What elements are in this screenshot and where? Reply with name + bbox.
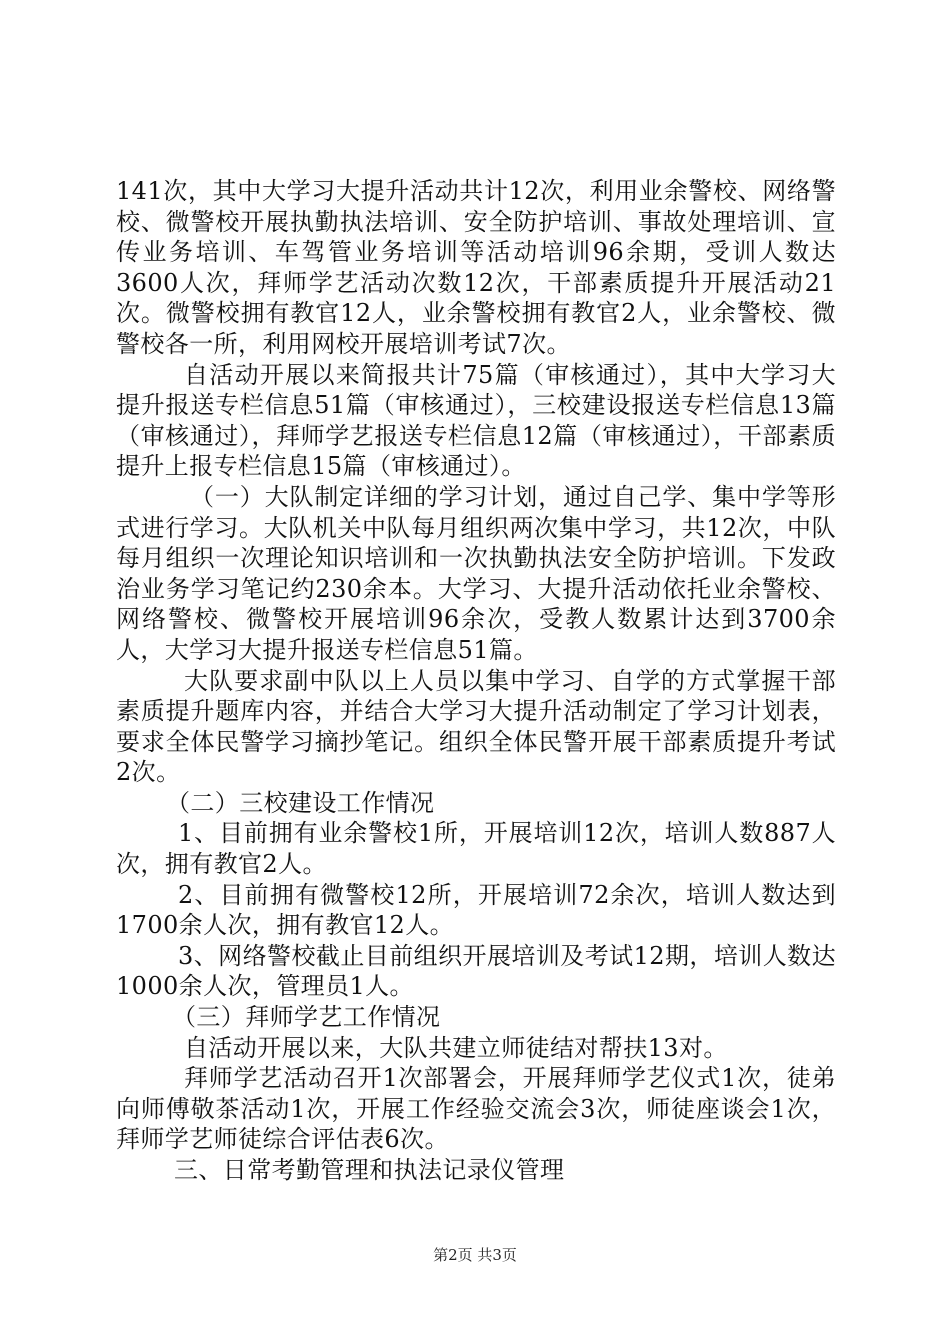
paragraph: 自活动开展以来，大队共建立师徒结对帮扶13对。 <box>184 1033 728 1062</box>
list-item: 3、网络警校截止目前组织开展培训及考试12期，培训人数达1000余人次，管理员1人。 <box>116 941 836 1001</box>
paragraph: 大队要求副中队以上人员以集中学习、自学的方式掌握干部素质提升题库内容，并结合大学习大提升活动制定了学习计划表，要求全体民警学习摘抄笔记。组织全体民警开展干部素质提升考试2次。 <box>116 666 836 787</box>
section-heading: 三、日常考勤管理和执法记录仪管理 <box>174 1156 565 1184</box>
section-heading: （三）拜师学艺工作情况 <box>172 1003 441 1032</box>
list-item: 2、目前拥有微警校12所，开展培训72余次，培训人数达到1700余人次，拥有教官12人。 <box>116 880 836 940</box>
section-heading: （二）三校建设工作情况 <box>166 788 435 817</box>
page-number: 第2页 共3页 <box>433 1246 517 1264</box>
document-body <box>116 176 836 1186</box>
paragraph: 141次，其中大学习大提升活动共计12次，利用业余警校、网络警校、微警校开展执勤执法培训、安全防护培训、事故处理培训、宣传业务培训、车驾管业务培训等活动培训96余期，受训人数达3600人次，拜师学艺活动次数12次，干部素质提升开展活动21次。微警校拥有教官12人，业余警校拥有教官2人，业余警校、微警校各一所，利用网校开展培训考试7次。 <box>116 177 836 358</box>
paragraph: 自活动开展以来简报共计75篇（审核通过），其中大学习大提升报送专栏信息51篇（审核通过），三校建设报送专栏信息13篇（审核通过），拜师学艺报送专栏信息12篇（审核通过），干部素质提升上报专栏信息15篇（审核通过）。 <box>116 360 836 481</box>
paragraph: （一）大队制定详细的学习计划，通过自己学、集中学等形式进行学习。大队机关中队每月组织两次集中学习，共12次，中队每月组织一次理论知识培训和一次执勤执法安全防护培训。下发政治业务学习笔记约230余本。大学习、大提升活动依托业余警校、网络警校、微警校开展培训96余次，受教人数累计达到3700余人，大学习大提升报送专栏信息51篇。 <box>116 482 836 664</box>
list-item: 1、目前拥有业余警校1所，开展培训12次，培训人数887人次，拥有教官2人。 <box>116 819 836 879</box>
paragraph: 拜师学艺活动召开1次部署会，开展拜师学艺仪式1次，徒弟向师傅敬茶活动1次，开展工作经验交流会3次，师徒座谈会1次，拜师学艺师徒综合评估表6次。 <box>116 1064 836 1154</box>
